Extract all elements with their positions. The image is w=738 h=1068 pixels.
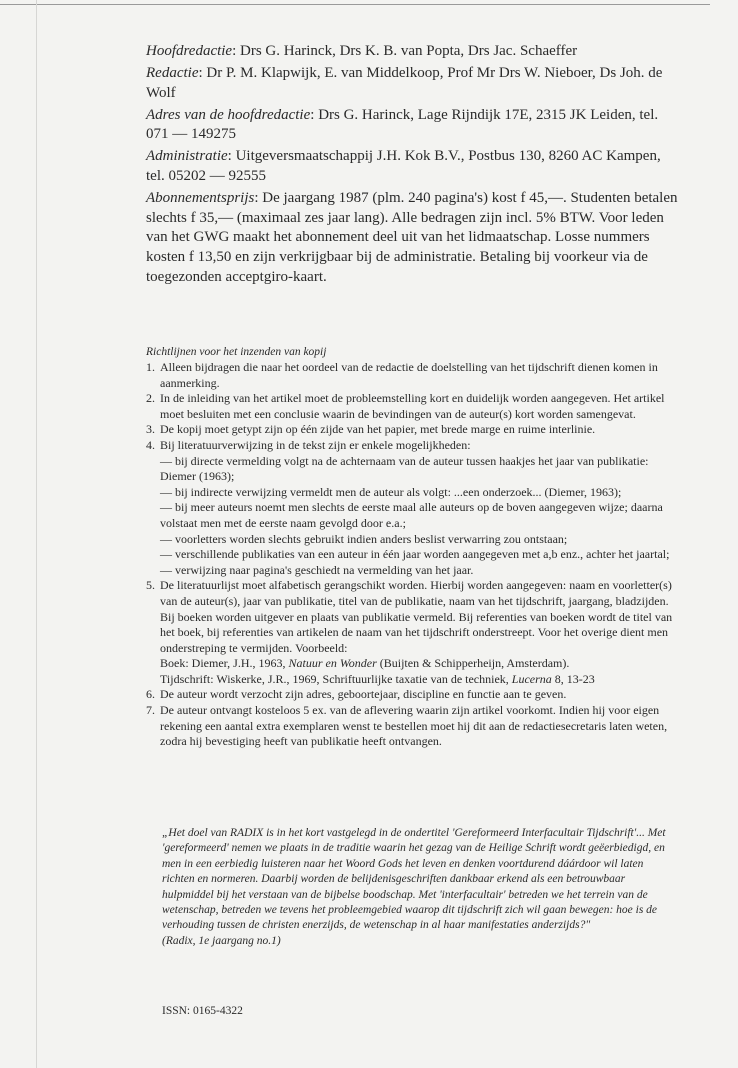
issn: ISSN: 0165-4322 [162,1005,243,1017]
masthead-administratie: Administratie: Uitgeversmaatschappij J.H. Kok B.V., Postbus 130, 8260 AC Kampen, tel. 05202 — 92555 [146,148,661,185]
citation-rule: — bij directe vermelding volgt na de achternaam van de auteur tussen haakjes het jaar van publikatie: Diemer (1963); [160,453,649,484]
top-rule [0,4,710,5]
guideline-item-1: 1. Alleen bijdragen die naar het oordeel van de redactie de doelstelling van het tijdschrift dienen komen in aanmerking. [146,360,658,390]
citation-rule: — voorletters worden slechts gebruikt indien anders beslist verwarring zou ontstaan; [160,531,568,546]
guidelines [146,360,678,750]
citation-rule: — bij indirecte verwijzing vermeldt men de auteur als volgt: ...een onderzoek... (Diemer, 1963); [160,484,622,499]
guideline-item-5: 5. De literatuurlijst moet alfabetisch gerangschikt worden. Hierbij worden aangegeven: naam en voorletter(s) van de auteur(s), jaar van publikatie, titel van de publikatie, naam van het tijdschrift, jaargang, bladzijden. Bij boeken worden uitgever en plaats van publikatie vermeld. Bij referenties van boeken wordt de titel van het boek, bij referenties van artikelen de naam van het tijdschrift onderstreept. Voor het overige dient men onderstreping te vermijden. Voorbeeld: Boek: Diemer, J.H., 1963, Natuur en Wonder (Buijten & Schipperheijn, Amsterdam). Tijdschrift: Wiskerke, J.R., 1969, Schriftuurlijke taxatie van de techniek, Lucerna 8, 13-23 [146,578,678,687]
guideline-item-4: 4. Bij literatuurverwijzing in de tekst zijn er enkele mogelijkheden: — bij directe vermelding volgt na de achternaam van de auteur tussen haakjes het jaar van publikatie: Diemer (1963); — bij indirecte verwijzing vermeldt men de auteur als volgt: ...een onderzoek... (Diemer, 1963); — bij meer auteurs noemt men slechts de eerste maal alle auteurs op de boven aangegeven wijze; daarna volstaat men met de eerste naam gevolgd door e.a.; — voorletters worden slechts gebruikt indien anders beslist verwarring zou ontstaan; — verschillende publikaties van een auteur in één jaar worden aangegeven met a,b enz., achter het jaartal; — verwijzing naar pagina's geschiedt na vermelding van het jaar. [146,438,678,578]
guidelines-title: Richtlijnen voor het inzenden van kopij [146,346,327,358]
quote-source: (Radix, 1e jaargang no.1) [162,934,281,947]
radix-quote [162,826,678,949]
masthead-abonnement: Abonnementsprijs: De jaargang 1987 (plm. 240 pagina's) kost f 45,—. Studenten betalen slechts f 35,— (maximaal zes jaar lang). Alle bedragen zijn incl. 5% BTW. Voor leden van het GWG maakt het abonnement deel uit van het lidmaatschap. Losse nummers kosten f 13,50 en zijn verkrijgbaar bij de administratie. Betaling bij voorkeur via de toegezonden acceptgiro-kaart. [146,190,678,285]
citation-rule: — verwijzing naar pagina's geschiedt na vermelding van het jaar. [160,562,474,577]
example-book: Boek: Diemer, J.H., 1963, Natuur en Wonder (Buijten & Schipperheijn, Amsterdam). [160,656,570,671]
masthead-hoofdredactie: Hoofdredactie: Drs G. Harinck, Drs K. B. van Popta, Drs Jac. Schaeffer [146,43,578,59]
example-journal: Tijdschrift: Wiskerke, J.R., 1969, Schriftuurlijke taxatie van de techniek, Lucerna 8, 13-23 [160,671,595,686]
guideline-item-2: 2. In de inleiding van het artikel moet de probleemstelling kort en duidelijk worden aangegeven. Het artikel moet besluiten met een conclusie waarin de bevindingen van de auteur(s) kort worden samengevat. [146,391,665,421]
masthead-redactie: Redactie: Dr P. M. Klapwijk, E. van Middelkoop, Prof Mr Drs W. Nieboer, Ds Joh. de Wolf [146,65,663,101]
citation-rule: — bij meer auteurs noemt men slechts de eerste maal alle auteurs op de boven aangegeven wijze; daarna volstaat men met de eerste naam gevolgd door e.a.; [160,500,663,530]
masthead-adres: Adres van de hoofdredactie: Drs G. Harinck, Lage Rijndijk 17E, 2315 JK Leiden, tel. 071 — 149275 [146,106,659,143]
guideline-item-7: 7. De auteur ontvangt kosteloos 5 ex. van de aflevering waarin zijn artikel voorkomt. Indien hij voor eigen rekening een aantal extra exemplaren wenst te bestellen moet hij dit aan de redactiesecretaris laten weten, zodra hij bevestiging heeft van publikatie heeft ontvangen. [146,703,668,749]
quote-text: „Het doel van RADIX is in het kort vastgelegd in de ondertitel 'Gereformeerd Interfacultair Tijdschrift'... Met 'gereformeerd' nemen we plaats in de traditie waarin het gezag van de Heilige Schrift wordt geëerbiedigd, en men in een eerbiedig luisteren naar het Woord Gods het leven en denken voortdurend dáárdoor wil laten richten en normeren. Daarbij worden de belijdenisgeschriften dankbaar erkend als een betrouwbaar hulpmiddel bij het verstaan van de bijbelse boodschap. Met 'interfacultair' betreden we het terrein van de wetenschap, betreden we tevens het probleemgebied waarop dit tijdschrift zich wil gaan bewegen: hoe is de verhouding tussen de christen enerzijds, de wetenschap in al haar manifestaties anderzijds?" [162,827,666,932]
page-edge [36,0,37,1068]
masthead [146,42,678,290]
citation-rule: — verschillende publikaties van een auteur in één jaar worden aangegeven met a,b enz., achter het jaartal; [160,547,670,562]
guideline-item-6: 6. De auteur wordt verzocht zijn adres, geboortejaar, discipline en functie aan te geven. [146,687,567,702]
guideline-item-3: 3. De kopij moet getypt zijn op één zijde van het papier, met brede marge en ruime interlinie. [146,422,596,437]
